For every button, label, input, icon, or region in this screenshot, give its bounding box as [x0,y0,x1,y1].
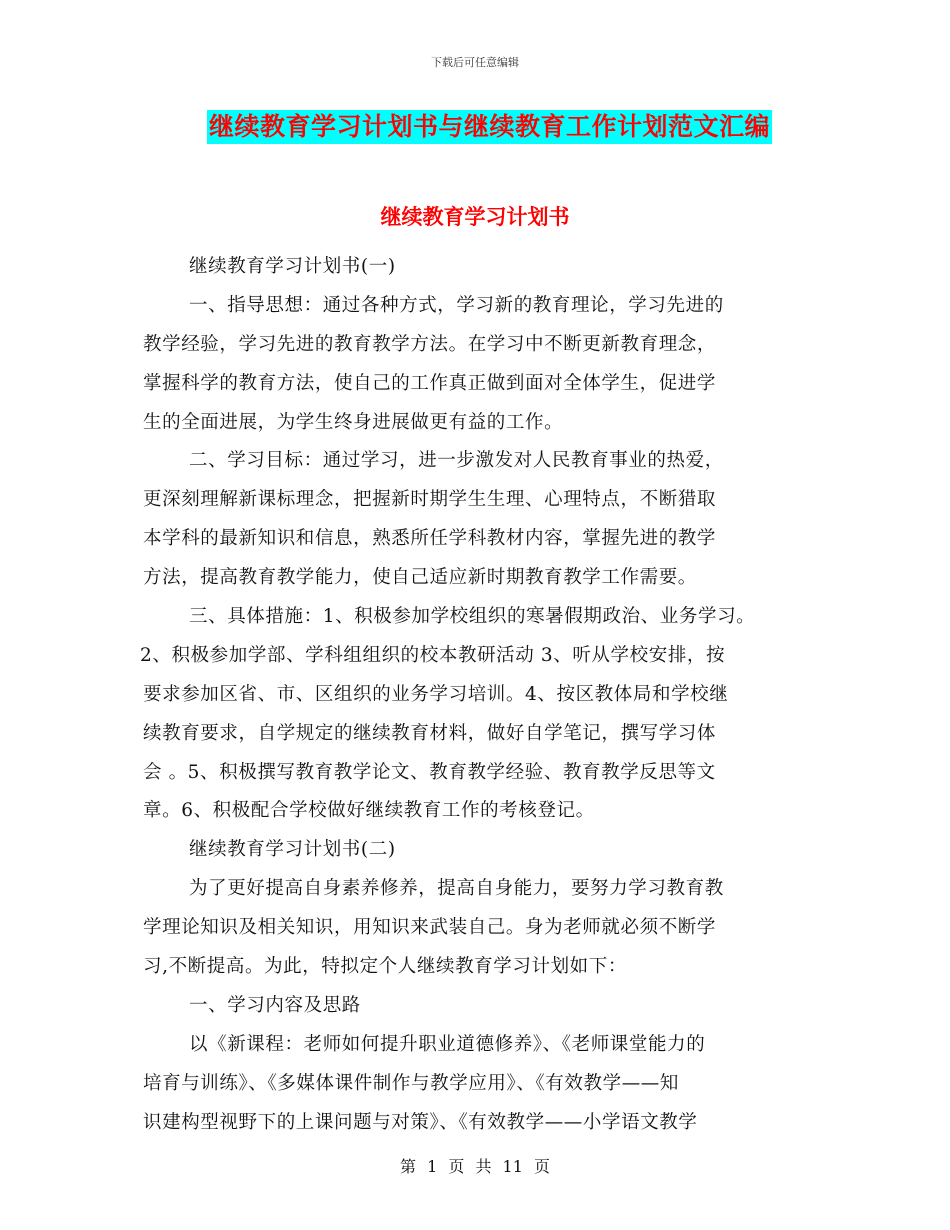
text-line: 教学经验，学习先进的教育教学方法。在学习中不断更新教育理念， [143,333,717,355]
page-header-note: 下载后可任意编辑 [431,56,519,69]
text-line: 继续教育学习计划书(一) [189,256,396,277]
text-line: 章。6、积极配合学校做好继续教育工作的考核登记。 [143,800,595,822]
text-line: 掌握科学的教育方法，使自己的工作真正做到面对全体学生，促进学 [143,372,717,394]
text-line: 培育与训练》、《多媒体课件制作与教学应用》、《有效教学——知 [143,1072,680,1094]
document-title: 继续教育学习计划书与继续教育工作计划范文汇编 [207,110,772,144]
text-line: 会 。5、积极撰写教育教学论文、教育教学经验、教育教学反思等文 [143,761,716,783]
text-line: 生的全面进展，为学生终身进展做更有益的工作。 [143,411,564,433]
page-footer: 第 1 页 共 11 页 [400,1157,550,1176]
text-line: 二、学习目标：通过学习，进一步激发对人民教育事业的热爱， [189,450,724,472]
text-line: 为了更好提高自身素养修养，提高自身能力，要努力学习教育教 [189,878,724,900]
text-line: 识建构型视野下的上课问题与对策》、《有效教学——小学语文教学 [143,1111,698,1133]
text-line: 方法，提高教育教学能力，使自己适应新时期教育教学工作需要。 [143,567,697,589]
text-line: 继续教育学习计划书(二) [189,839,396,861]
text-line: 要求参加区省、市、区组织的业务学习培训。4、按区教体局和学校继 [143,683,729,705]
text-line: 续教育要求，自学规定的继续教育材料，做好自学笔记，撰写学习体 [143,722,717,744]
text-line: 2、积极参加学部、学科组组织的校本教研活动 3、听从学校安排，按 [140,644,726,666]
section-title: 继续教育学习计划书 [380,205,570,229]
text-line: 更深刻理解新课标理念，把握新时期学生生理、心理特点，不断猎取 [143,489,717,511]
text-line: 一、指导思想：通过各种方式，学习新的教育理论，学习先进的 [189,294,724,316]
text-line: 学理论知识及相关知识，用知识来武装自己。身为老师就必须不断学 [143,917,717,939]
text-line: 本学科的最新知识和信息，熟悉所任学科教材内容，掌握先进的教学 [143,528,717,550]
document-body [140,248,813,1142]
text-line: 一、学习内容及思路 [189,994,361,1016]
text-line: 习,不断提高。为此，特拟定个人继续教育学习计划如下： [143,956,627,978]
text-line: 以《新课程：老师如何提升职业道德修养》、《老师课堂能力的 [189,1033,706,1055]
text-line: 三、具体措施：1、积极参加学校组织的寒暑假期政治、业务学习。 [189,606,756,628]
